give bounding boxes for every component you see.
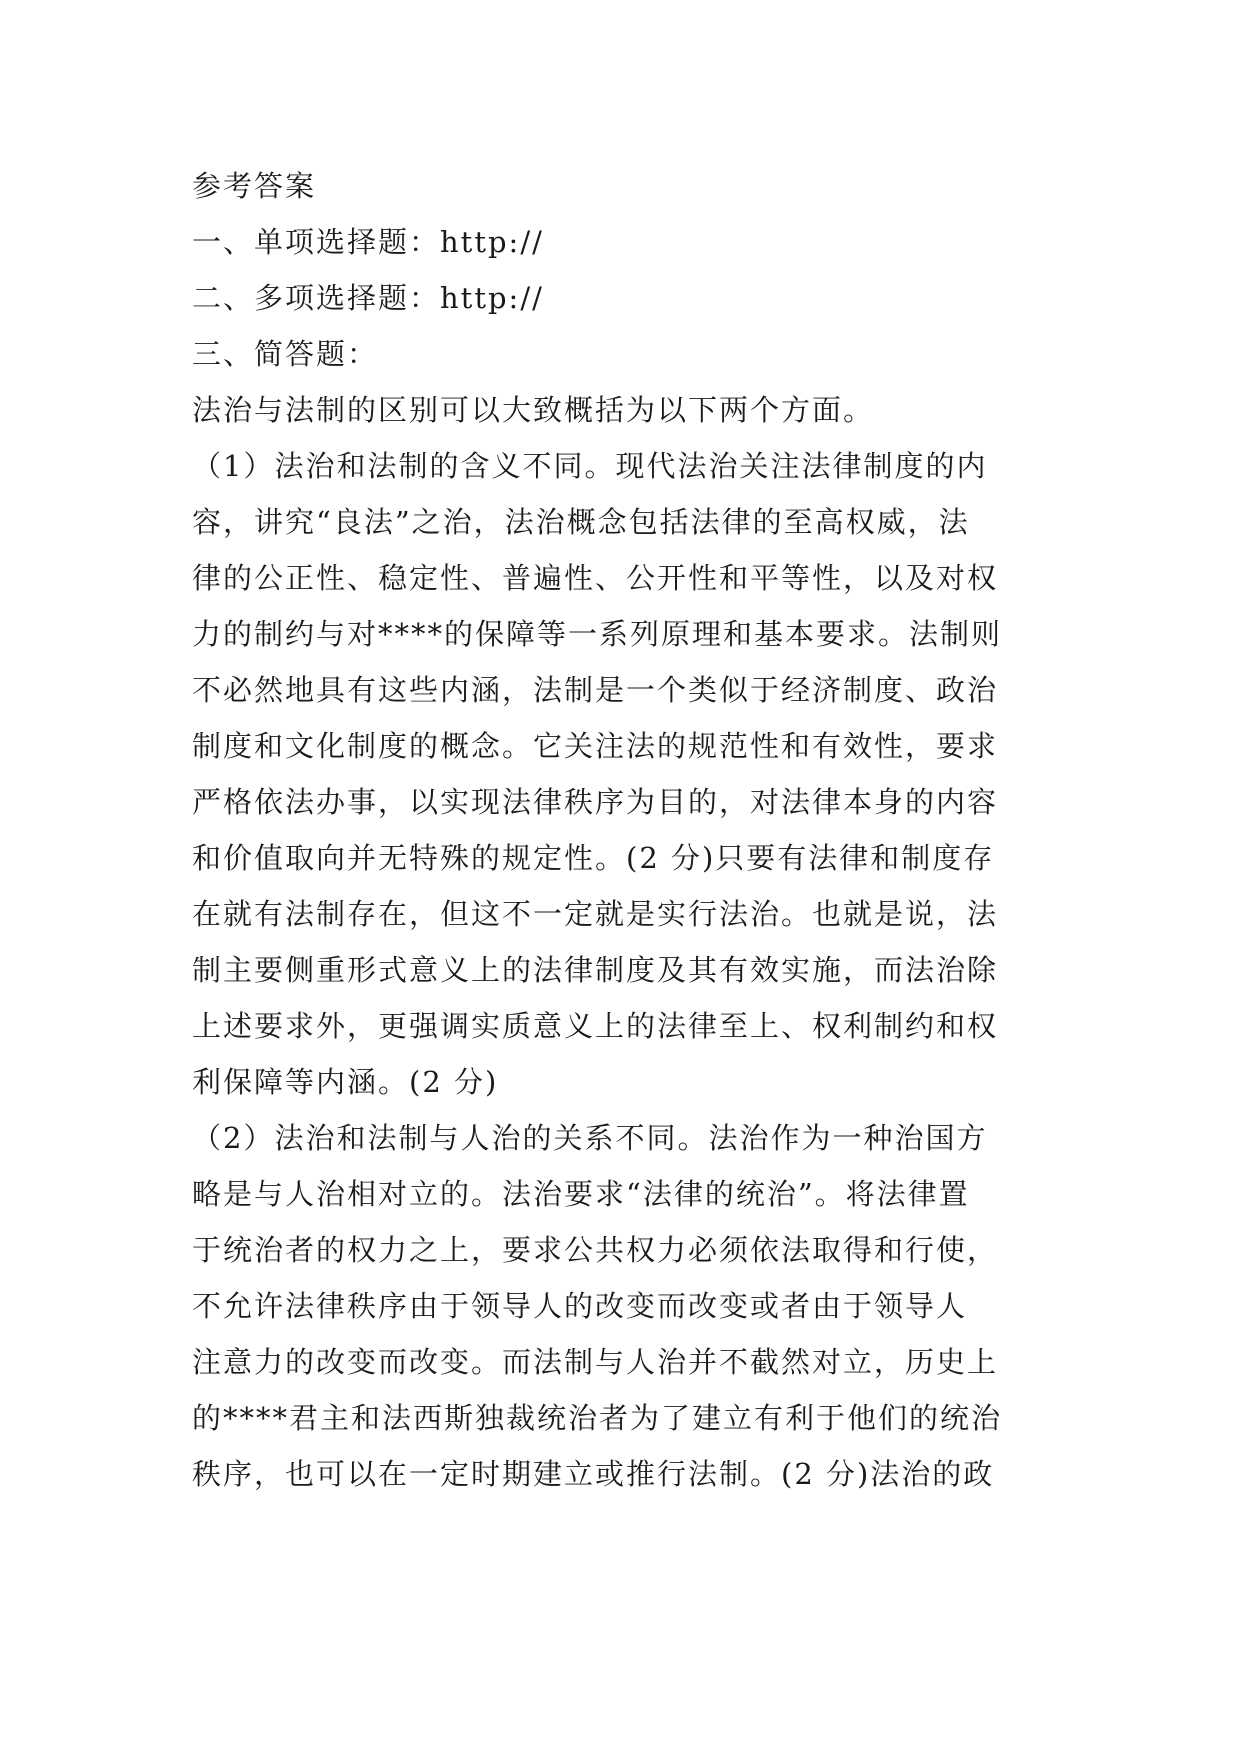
paragraph-line: 利保障等内涵。(2 分): [192, 1065, 499, 1099]
paragraph-line: 律的公正性、稳定性、普遍性、公开性和平等性，以及对权: [192, 561, 999, 595]
section-multiple-choice: 二、多项选择题：http://: [192, 281, 544, 315]
paragraph-line: 上述要求外，更强调实质意义上的法律至上、权利制约和权: [192, 1009, 999, 1043]
paragraph-line: 不允许法律秩序由于领导人的改变而改变或者由于领导人: [192, 1289, 968, 1323]
paragraph-line: 秩序，也可以在一定时期建立或推行法制。(2 分)法治的政: [192, 1457, 995, 1491]
paragraph-line: （2）法治和法制与人治的关系不同。法治作为一种治国方: [192, 1121, 988, 1155]
paragraph-1: [192, 438, 1062, 1110]
section-single-choice: 一、单项选择题：http://: [192, 225, 544, 259]
paragraph-line: （1）法治和法制的含义不同。现代法治关注法律制度的内: [192, 449, 988, 483]
document-body: [192, 158, 1062, 1502]
paragraph-line: 略是与人治相对立的。法治要求“法律的统治”。将法律置: [192, 1177, 970, 1211]
paragraph-line: 制度和文化制度的概念。它关注法的规范性和有效性，要求: [192, 729, 999, 763]
paragraph-line: 和价值取向并无特殊的规定性。(2 分)只要有法律和制度存: [192, 841, 995, 875]
paragraph-line: 不必然地具有这些内涵，法制是一个类似于经济制度、政治: [192, 673, 999, 707]
document-title: 参考答案: [192, 169, 317, 203]
paragraph-2: [192, 1110, 1062, 1502]
paragraph-line: 的****君主和法西斯独裁统治者为了建立有利于他们的统治: [192, 1401, 1003, 1435]
section-short-answer: 三、简答题：: [192, 337, 379, 371]
paragraph-line: 注意力的改变而改变。而法制与人治并不截然对立，历史上: [192, 1345, 999, 1379]
intro-text: 法治与法制的区别可以大致概括为以下两个方面。: [192, 393, 875, 427]
paragraph-line: 制主要侧重形式意义上的法律制度及其有效实施，而法治除: [192, 953, 999, 987]
paragraph-line: 于统治者的权力之上，要求公共权力必须依法取得和行使，: [192, 1233, 999, 1267]
paragraph-line: 在就有法制存在，但这不一定就是实行法治。也就是说，法: [192, 897, 999, 931]
paragraph-line: 力的制约与对****的保障等一系列原理和基本要求。法制则: [192, 617, 1003, 651]
paragraph-line: 容，讲究“良法”之治，法治概念包括法律的至高权威，法: [192, 505, 970, 539]
paragraph-line: 严格依法办事，以实现法律秩序为目的，对法律本身的内容: [192, 785, 999, 819]
